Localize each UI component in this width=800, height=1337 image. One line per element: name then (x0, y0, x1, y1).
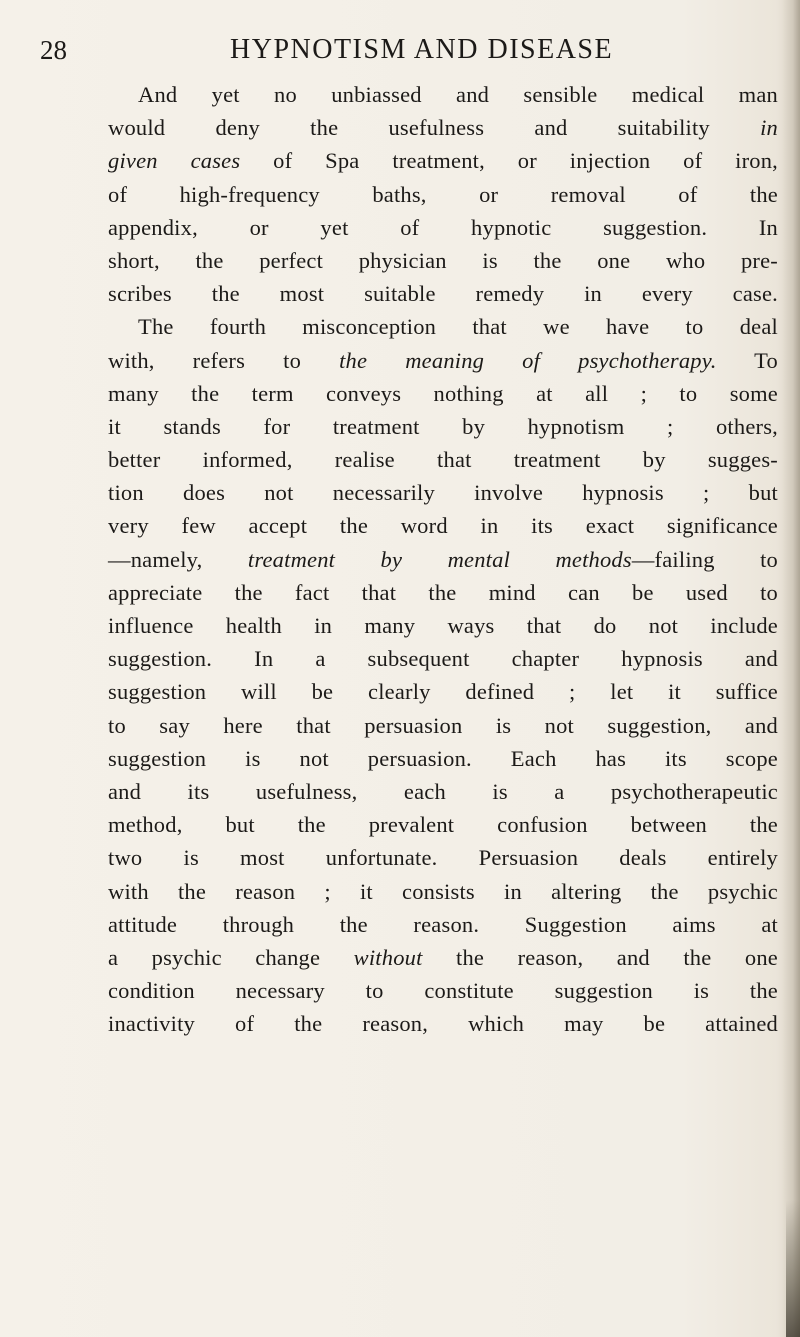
text-run: method, but the prevalent confusion between the (108, 812, 778, 838)
text-run: appreciate the fact that the mind can be used to (108, 579, 778, 605)
text-run: The fourth misconception that we have to deal (138, 314, 778, 340)
text-line (108, 808, 778, 841)
text-line (108, 576, 778, 609)
text-run: scribes the most suitable remedy in every case. (108, 281, 778, 307)
text-line (108, 841, 778, 874)
text-line (108, 675, 778, 708)
text-run: a psychic change (108, 944, 354, 970)
text-run: better informed, realise that treatment by sugges- (108, 447, 778, 473)
text-run: very few accept the word in its exact significance (108, 513, 778, 539)
text-run: the reason, and the one (422, 944, 778, 970)
text-run: inactivity of the reason, which may be attained (108, 1011, 778, 1037)
text-run: suggestion is not persuasion. Each has its scope (108, 745, 778, 771)
text-line (108, 178, 778, 211)
text-run: influence health in many ways that do not include (108, 613, 778, 638)
text-line (108, 875, 778, 908)
text-run: two is most unfortunate. Persuasion deals entirely (108, 845, 778, 871)
page-number: 28 (40, 35, 67, 65)
text-line (108, 742, 778, 775)
text-line (108, 310, 778, 343)
text-run: and its usefulness, each is a psychotherapeutic (108, 778, 778, 804)
text-run: appendix, or yet of hypnotic suggestion. In (108, 214, 778, 240)
text-line (108, 543, 778, 576)
text-run: to say here that persuasion is not suggestion, and (108, 712, 778, 738)
text-run: To (716, 347, 778, 373)
italic-text: without (353, 944, 423, 970)
text-line (108, 509, 778, 542)
text-line (108, 908, 778, 941)
text-line (108, 377, 778, 410)
page-edge-shadow (782, 0, 800, 1337)
text-run: of Spa treatment, or injection of iron, (240, 148, 778, 174)
text-line (108, 211, 778, 244)
running-head: HYPNOTISM AND DISEASE (230, 34, 614, 65)
text-run: with, refers to (108, 347, 340, 373)
page-edge-dark-corner (786, 1200, 800, 1337)
text-run: of high-frequency baths, or removal of the (108, 181, 778, 207)
italic-text: in (760, 115, 778, 141)
text-line (108, 344, 778, 377)
text-run: condition necessary to constitute suggestion is the (108, 978, 778, 1004)
text-line (108, 1007, 778, 1040)
text-run: And yet no unbiassed and sensible medical man (138, 82, 778, 107)
page-header (40, 32, 780, 80)
text-line (108, 775, 778, 808)
text-run: suggestion will be clearly defined ; let it suffice (108, 679, 778, 705)
text-line (108, 443, 778, 476)
text-run: short, the perfect physician is the one who pre- (108, 247, 778, 273)
text-run: —namely, (108, 546, 248, 572)
text-line (108, 78, 778, 111)
text-run: suggestion. In a subsequent chapter hypnosis and (108, 646, 778, 672)
text-run: attitude through the reason. Suggestion aims at (108, 911, 778, 937)
italic-text: given cases (108, 148, 241, 174)
text-line (108, 709, 778, 742)
text-line (108, 410, 778, 443)
text-line (108, 144, 778, 177)
text-line (108, 974, 778, 1007)
text-line (108, 609, 778, 642)
text-run: many the term conveys nothing at all ; to some (108, 380, 778, 406)
italic-text: the meaning of psychotherapy. (339, 347, 717, 373)
text-run: it stands for treatment by hypnotism ; others, (108, 413, 778, 439)
text-line (108, 476, 778, 509)
text-line (108, 941, 778, 974)
body-text (108, 78, 778, 1040)
text-line (108, 277, 778, 310)
text-line (108, 111, 778, 144)
text-run: —failing to (631, 546, 778, 572)
text-run: would deny the usefulness and suitability (108, 115, 761, 141)
text-line (108, 642, 778, 675)
text-line (108, 244, 778, 277)
text-run: with the reason ; it consists in altering the psychic (108, 878, 778, 904)
text-run: tion does not necessarily involve hypnosis ; but (108, 480, 778, 506)
italic-text: treatment by mental methods (247, 546, 632, 572)
